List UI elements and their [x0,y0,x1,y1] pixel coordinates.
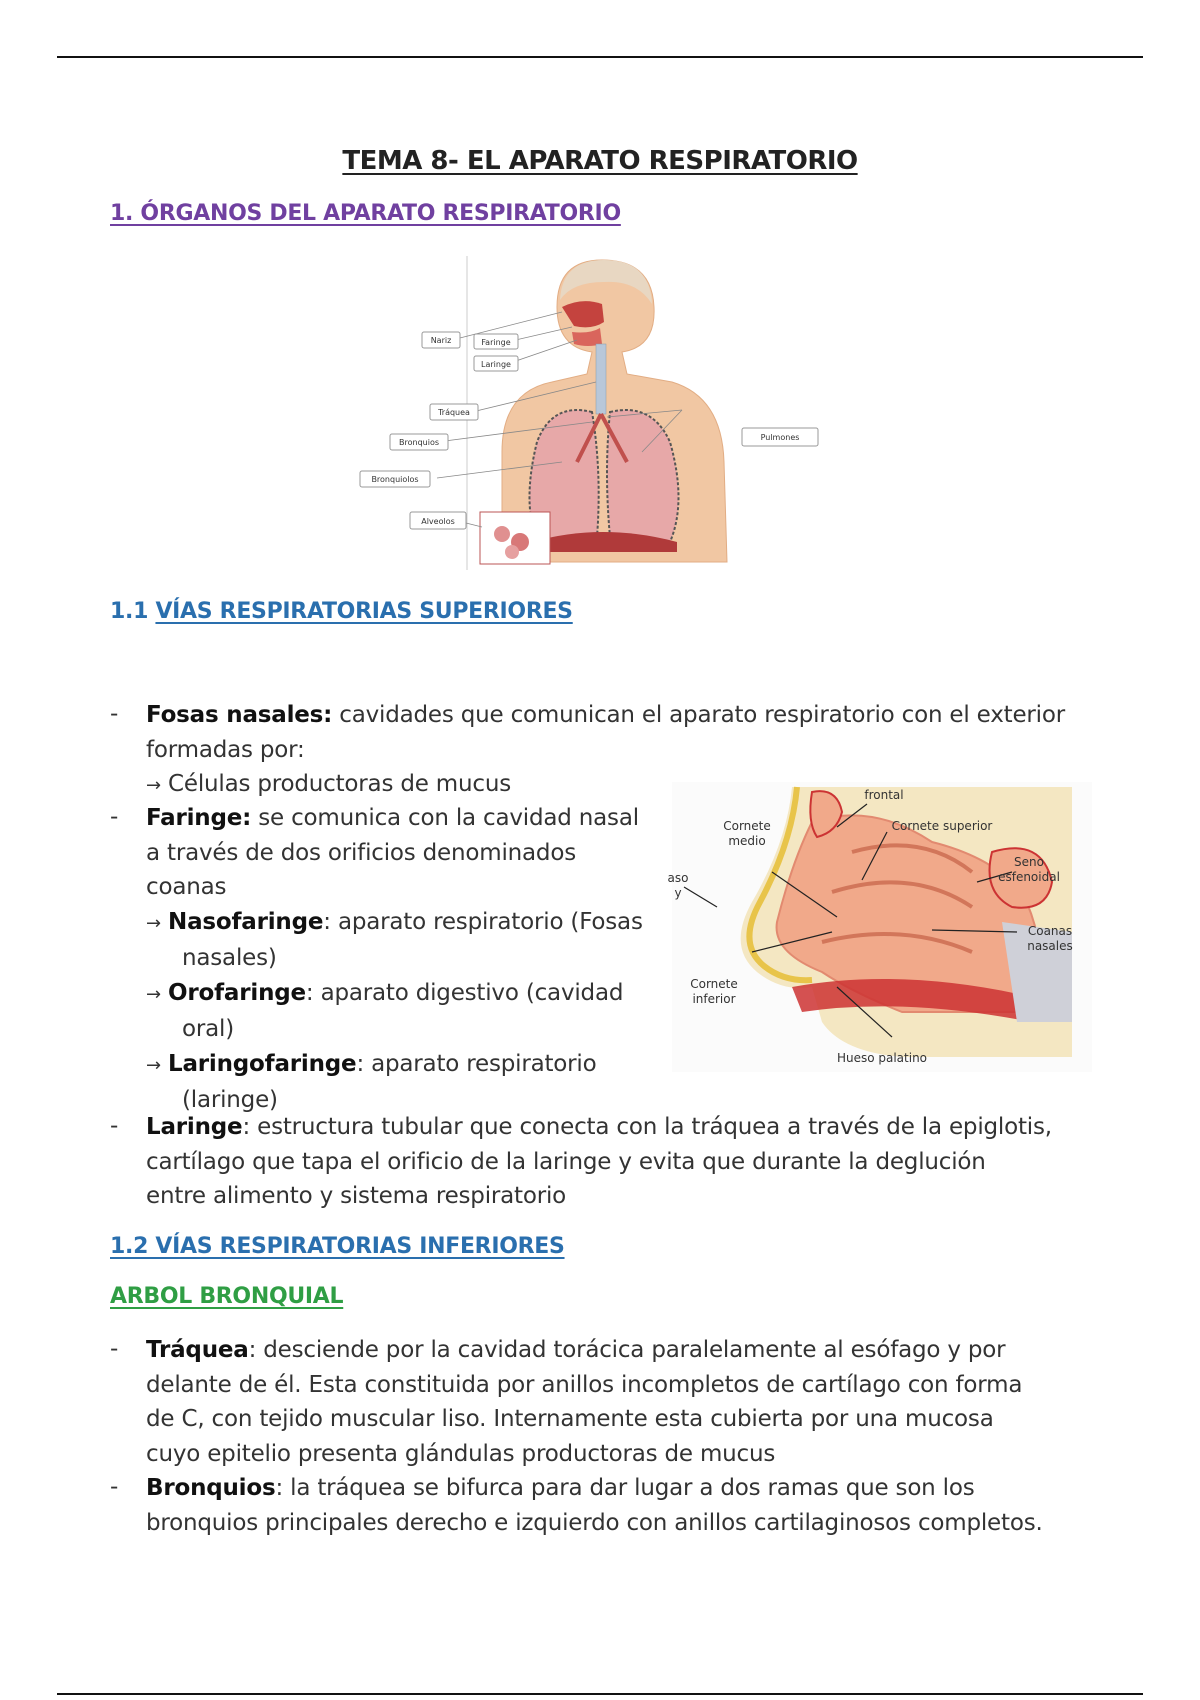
label-frontal: frontal [864,788,904,802]
label-bronquios: Bronquios [399,438,439,447]
label-inferior: inferior [692,992,736,1006]
traquea-paragraph: Tráquea: desciende por la cavidad torácica paralelamente al esófago y por delante de él. Esta constituida por anillos incompletos de cartílago con forma de C, con tejido muscular liso. Internamente esta cubierta por una mucosa cuyo epitelio presenta glándulas productoras de mucus [146,1337,1023,1467]
label-cut-y: y [674,886,682,900]
section-heading-arbol-bronquial: ARBOL BRONQUIAL [110,1284,344,1309]
label-esfenoidal: esfenoidal [998,870,1060,884]
section-heading-organos: 1. ÓRGANOS DEL APARATO RESPIRATORIO [110,201,621,226]
bullet-dash: - [110,804,119,830]
bullet-dash: - [110,701,119,727]
bullet-dash: - [110,1474,119,1500]
label-laringe: Laringe [481,360,511,369]
bottom-rule [57,1693,1143,1695]
label-pulmones: Pulmones [760,433,800,442]
respiratory-system-figure [352,252,842,574]
fosas-nasales-paragraph: Fosas nasales: cavidades que comunican el aparato respiratorio con el exterior formadas por: → Células productoras de mucus [146,702,1065,797]
label-coanas: Coanas [1027,924,1073,938]
label-cornete-superior: Cornete superior [891,819,993,833]
label-nariz: Nariz [430,336,452,345]
bullet-dash: - [110,1113,119,1139]
bullet-dash: - [110,1336,119,1362]
page-title: TEMA 8- EL APARATO RESPIRATORIO [342,146,858,176]
label-hueso-palatino: Hueso palatino [836,1051,928,1065]
label-cornete-medio: Cornete [723,819,771,833]
label-faringe: Faringe [481,338,511,347]
label-cornete-medio-2: medio [728,834,766,848]
label-cornete-inferior: Cornete [690,977,738,991]
laringe-paragraph: Laringe: estructura tubular que conecta con la tráquea a través de la epiglotis, cartílago que tapa el orificio de la laringe y evita que durante la deglución entre alimento y sistema respiratorio [146,1114,1052,1209]
nasal-cavity-figure [667,782,1092,1072]
label-seno: Seno [1014,855,1044,869]
bronquios-paragraph: Bronquios: la tráquea se bifurca para dar lugar a dos ramas que son los bronquios principales derecho e izquierdo con anillos cartilaginosos completos. [146,1475,1043,1536]
label-alveolos: Alveolos [421,517,455,526]
label-bronquiolos: Bronquiolos [371,475,419,484]
section-heading-inferiores: 1.2 VÍAS RESPIRATORIAS INFERIORES [110,1234,565,1259]
faringe-paragraph: Faringe: se comunica con la cavidad nasal a través de dos orificios denominados coanas → Nasofaringe: aparato respiratorio (Fosas nasales) → Orofaringe: aparato digestivo (cavidad oral) → Laringofaringe: aparato respiratorio (laringe) [146,805,643,1113]
top-rule [57,56,1143,58]
label-nasales: nasales [1027,939,1073,953]
label-traquea: Tráquea [438,408,470,417]
section-heading-superiores: 1.1 VÍAS RESPIRATORIAS SUPERIORES [110,599,573,624]
label-cut-aso: aso [667,871,689,885]
